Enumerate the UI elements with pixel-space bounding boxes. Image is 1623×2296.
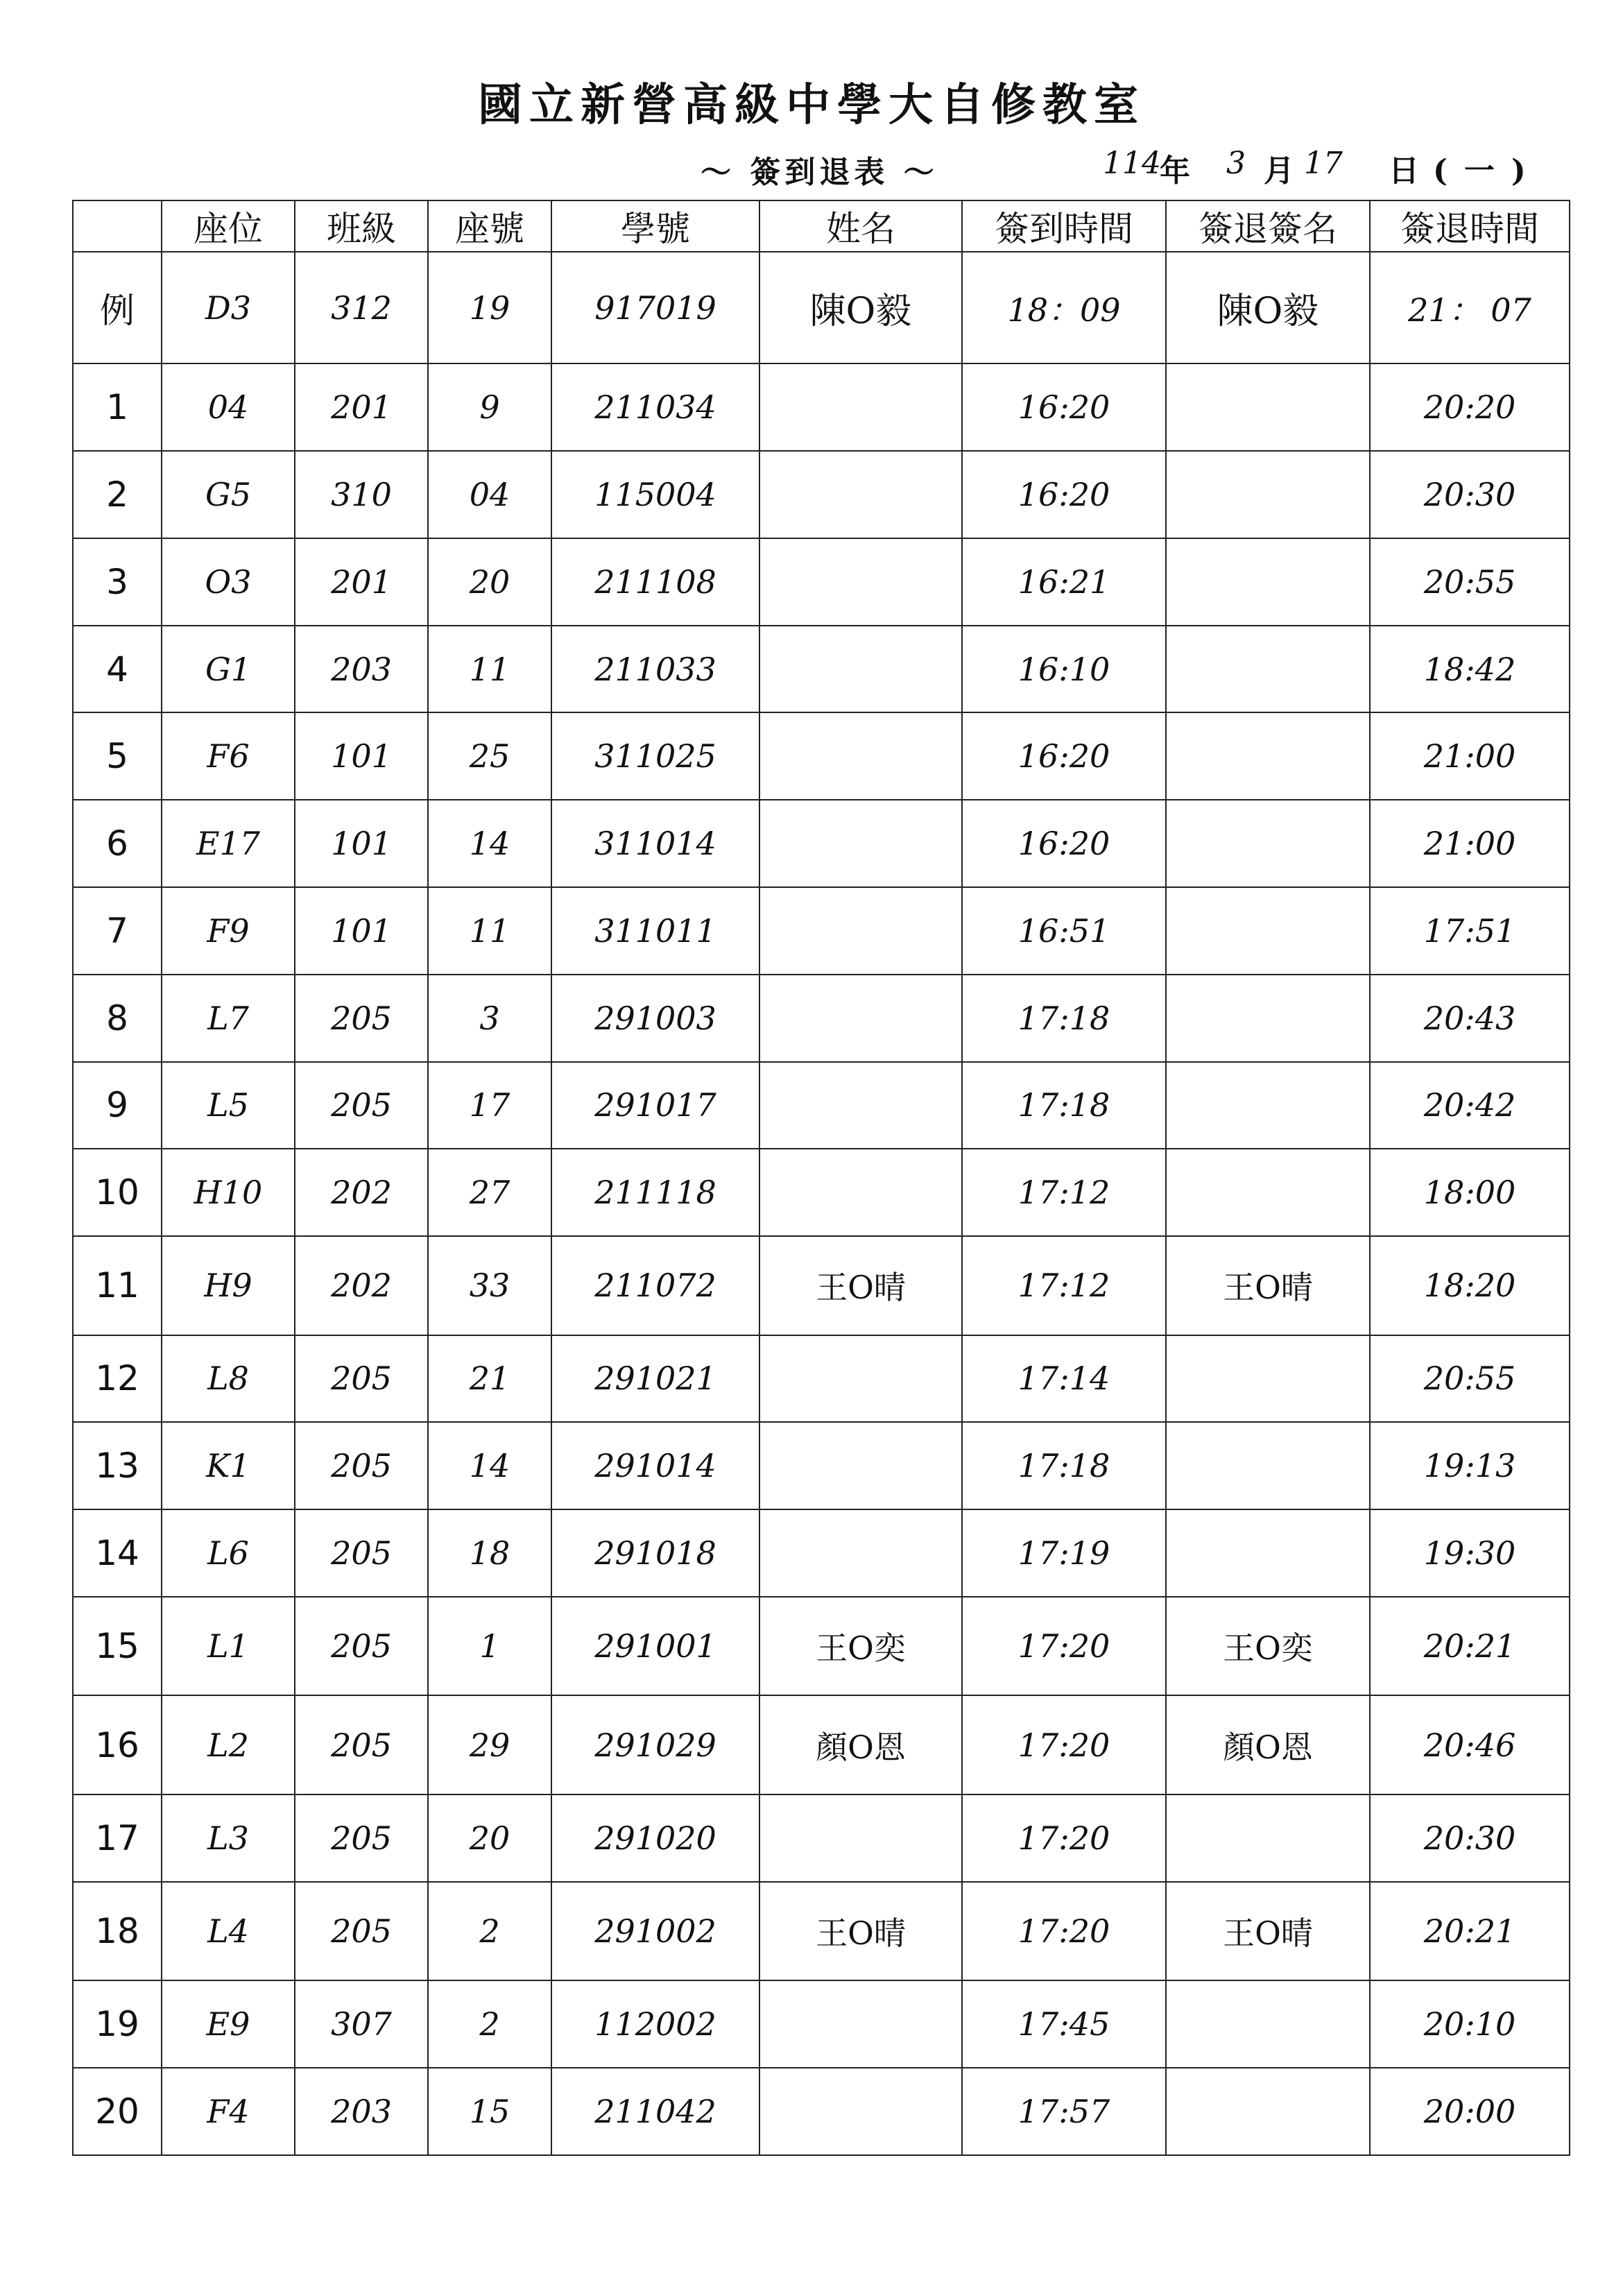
cell-class: 312 xyxy=(295,252,428,363)
cell-number: 29 xyxy=(428,1695,551,1794)
header-name: 姓名 xyxy=(759,200,962,252)
cell-seat: L8 xyxy=(162,1335,295,1423)
cell-seat: F9 xyxy=(162,887,295,975)
cell-checkout-signature xyxy=(1166,1335,1370,1423)
header-class: 班級 xyxy=(295,200,428,252)
row-index: 8 xyxy=(73,975,162,1062)
row-index: 例 xyxy=(73,252,162,363)
cell-student-id: 291018 xyxy=(551,1509,759,1597)
cell-checkin-time: 18：09 xyxy=(962,252,1166,363)
cell-class: 201 xyxy=(295,363,428,451)
cell-class: 310 xyxy=(295,451,428,538)
cell-checkin-time: 16:51 xyxy=(962,887,1166,975)
cell-class: 101 xyxy=(295,712,428,800)
row-index: 9 xyxy=(73,1062,162,1149)
cell-checkin-time: 16:20 xyxy=(962,451,1166,538)
cell-number: 2 xyxy=(428,1882,551,1981)
cell-student-id: 211033 xyxy=(551,626,759,713)
table-row xyxy=(73,1062,1570,1149)
table-row xyxy=(73,626,1570,713)
cell-checkin-time: 17:14 xyxy=(962,1335,1166,1423)
cell-checkin-time: 17:18 xyxy=(962,1062,1166,1149)
cell-student-id: 311014 xyxy=(551,800,759,887)
cell-checkout-signature xyxy=(1166,887,1370,975)
cell-seat: H10 xyxy=(162,1149,295,1236)
cell-seat: L1 xyxy=(162,1597,295,1696)
cell-name xyxy=(759,538,962,626)
cell-checkout-time: 20:42 xyxy=(1370,1062,1570,1149)
cell-number: 17 xyxy=(428,1062,551,1149)
cell-checkout-signature xyxy=(1166,1509,1370,1597)
cell-checkout-signature xyxy=(1166,975,1370,1062)
cell-checkout-signature xyxy=(1166,712,1370,800)
header-number: 座號 xyxy=(428,200,551,252)
cell-checkin-time: 17:20 xyxy=(962,1794,1166,1882)
cell-checkout-signature: 王O晴 xyxy=(1166,1882,1370,1981)
cell-number: 11 xyxy=(428,887,551,975)
cell-checkin-time: 17:19 xyxy=(962,1509,1166,1597)
cell-seat: K1 xyxy=(162,1422,295,1509)
cell-checkout-time: 20:00 xyxy=(1370,2068,1570,2155)
date-month-label: 月 xyxy=(1264,153,1294,189)
table-row xyxy=(73,1794,1570,1882)
cell-class: 205 xyxy=(295,1509,428,1597)
cell-name xyxy=(759,626,962,713)
table-row xyxy=(73,1597,1570,1696)
table-row xyxy=(73,1335,1570,1423)
date-day-label: 日 xyxy=(1389,153,1419,189)
signin-table xyxy=(72,200,1570,2156)
header-checkin-time: 簽到時間 xyxy=(962,200,1166,252)
cell-student-id: 211072 xyxy=(551,1236,759,1335)
table-row xyxy=(73,538,1570,626)
cell-checkout-signature: 王O晴 xyxy=(1166,1236,1370,1335)
cell-number: 11 xyxy=(428,626,551,713)
cell-student-id: 291029 xyxy=(551,1695,759,1794)
cell-checkout-time: 20:20 xyxy=(1370,363,1570,451)
date-day: 17 xyxy=(1304,146,1343,181)
cell-class: 203 xyxy=(295,2068,428,2155)
row-index: 4 xyxy=(73,626,162,713)
cell-student-id: 115004 xyxy=(551,451,759,538)
cell-student-id: 311025 xyxy=(551,712,759,800)
form-subtitle: ～ 簽到退表 ～ xyxy=(701,155,938,190)
row-index: 14 xyxy=(73,1509,162,1597)
cell-name xyxy=(759,1980,962,2068)
cell-checkin-time: 17:18 xyxy=(962,1422,1166,1509)
cell-checkout-time: 20:43 xyxy=(1370,975,1570,1062)
cell-name xyxy=(759,1149,962,1236)
cell-name xyxy=(759,1509,962,1597)
cell-seat: 04 xyxy=(162,363,295,451)
cell-checkout-time: 19:30 xyxy=(1370,1509,1570,1597)
cell-checkout-signature xyxy=(1166,1422,1370,1509)
cell-checkin-time: 16:20 xyxy=(962,800,1166,887)
cell-number: 1 xyxy=(428,1597,551,1696)
row-index: 1 xyxy=(73,363,162,451)
cell-checkout-time: 17:51 xyxy=(1370,887,1570,975)
row-index: 3 xyxy=(73,538,162,626)
cell-number: 19 xyxy=(428,252,551,363)
cell-checkin-time: 16:21 xyxy=(962,538,1166,626)
header-blank xyxy=(73,200,162,252)
table-header-row xyxy=(73,200,1570,252)
cell-checkout-time: 20:10 xyxy=(1370,1980,1570,2068)
cell-seat: G1 xyxy=(162,626,295,713)
cell-class: 101 xyxy=(295,800,428,887)
cell-class: 205 xyxy=(295,1597,428,1696)
cell-student-id: 211108 xyxy=(551,538,759,626)
cell-checkout-time: 21:00 xyxy=(1370,712,1570,800)
cell-checkout-signature xyxy=(1166,1149,1370,1236)
cell-checkin-time: 17:45 xyxy=(962,1980,1166,2068)
cell-class: 202 xyxy=(295,1149,428,1236)
cell-checkout-time: 19:13 xyxy=(1370,1422,1570,1509)
row-index: 13 xyxy=(73,1422,162,1509)
table-row xyxy=(73,451,1570,538)
cell-number: 25 xyxy=(428,712,551,800)
row-index: 17 xyxy=(73,1794,162,1882)
cell-class: 205 xyxy=(295,1062,428,1149)
cell-number: 20 xyxy=(428,538,551,626)
cell-class: 203 xyxy=(295,626,428,713)
cell-checkout-time: 20:21 xyxy=(1370,1597,1570,1696)
cell-checkout-signature: 陳O毅 xyxy=(1166,252,1370,363)
cell-student-id: 211042 xyxy=(551,2068,759,2155)
cell-student-id: 291021 xyxy=(551,1335,759,1423)
cell-seat: L4 xyxy=(162,1882,295,1981)
cell-checkout-signature xyxy=(1166,800,1370,887)
form-title: 國立新營高級中學大自修教室 xyxy=(478,79,1145,131)
cell-name xyxy=(759,800,962,887)
cell-student-id: 291014 xyxy=(551,1422,759,1509)
cell-seat: L6 xyxy=(162,1509,295,1597)
cell-student-id: 311011 xyxy=(551,887,759,975)
table-row xyxy=(73,887,1570,975)
cell-seat: D3 xyxy=(162,252,295,363)
cell-name: 王O晴 xyxy=(759,1236,962,1335)
cell-seat: F6 xyxy=(162,712,295,800)
cell-number: 3 xyxy=(428,975,551,1062)
cell-checkout-signature xyxy=(1166,626,1370,713)
row-index: 18 xyxy=(73,1882,162,1981)
table-row xyxy=(73,1509,1570,1597)
row-index: 19 xyxy=(73,1980,162,2068)
cell-checkout-signature xyxy=(1166,1794,1370,1882)
cell-checkin-time: 17:20 xyxy=(962,1882,1166,1981)
row-index: 10 xyxy=(73,1149,162,1236)
header-checkout-time: 簽退時間 xyxy=(1370,200,1570,252)
cell-checkout-time: 21:00 xyxy=(1370,800,1570,887)
table-row xyxy=(73,1695,1570,1794)
cell-class: 202 xyxy=(295,1236,428,1335)
cell-checkout-time: 20:46 xyxy=(1370,1695,1570,1794)
cell-checkin-time: 17:57 xyxy=(962,2068,1166,2155)
row-index: 6 xyxy=(73,800,162,887)
table-row xyxy=(73,975,1570,1062)
cell-name xyxy=(759,887,962,975)
cell-student-id: 917019 xyxy=(551,252,759,363)
example-row xyxy=(73,252,1570,363)
table-row xyxy=(73,800,1570,887)
cell-class: 205 xyxy=(295,1882,428,1981)
row-index: 16 xyxy=(73,1695,162,1794)
row-index: 5 xyxy=(73,712,162,800)
cell-number: 14 xyxy=(428,800,551,887)
cell-checkout-time: 18:20 xyxy=(1370,1236,1570,1335)
cell-name: 王O晴 xyxy=(759,1882,962,1981)
cell-name xyxy=(759,1422,962,1509)
cell-checkin-time: 17:20 xyxy=(962,1597,1166,1696)
table-row xyxy=(73,712,1570,800)
cell-seat: L7 xyxy=(162,975,295,1062)
cell-class: 201 xyxy=(295,538,428,626)
cell-seat: L5 xyxy=(162,1062,295,1149)
cell-class: 101 xyxy=(295,887,428,975)
cell-checkout-signature xyxy=(1166,451,1370,538)
cell-checkout-signature xyxy=(1166,1062,1370,1149)
cell-checkin-time: 16:20 xyxy=(962,712,1166,800)
cell-seat: G5 xyxy=(162,451,295,538)
cell-name xyxy=(759,451,962,538)
cell-checkout-time: 20:21 xyxy=(1370,1882,1570,1981)
cell-number: 27 xyxy=(428,1149,551,1236)
table-row xyxy=(73,363,1570,451)
row-index: 2 xyxy=(73,451,162,538)
cell-number: 18 xyxy=(428,1509,551,1597)
row-index: 7 xyxy=(73,887,162,975)
date-month: 3 xyxy=(1226,146,1246,181)
cell-seat: L3 xyxy=(162,1794,295,1882)
table-row xyxy=(73,2068,1570,2155)
cell-seat: E9 xyxy=(162,1980,295,2068)
cell-checkin-time: 17:18 xyxy=(962,975,1166,1062)
cell-number: 33 xyxy=(428,1236,551,1335)
cell-student-id: 291020 xyxy=(551,1794,759,1882)
cell-checkout-signature xyxy=(1166,363,1370,451)
cell-seat: O3 xyxy=(162,538,295,626)
cell-student-id: 211118 xyxy=(551,1149,759,1236)
cell-name: 王O奕 xyxy=(759,1597,962,1696)
cell-checkin-time: 16:20 xyxy=(962,363,1166,451)
cell-checkout-time: 18:42 xyxy=(1370,626,1570,713)
cell-student-id: 291017 xyxy=(551,1062,759,1149)
cell-seat: L2 xyxy=(162,1695,295,1794)
cell-name xyxy=(759,1335,962,1423)
date-year-label: 年 xyxy=(1160,153,1190,189)
cell-name xyxy=(759,1062,962,1149)
cell-seat: E17 xyxy=(162,800,295,887)
cell-checkin-time: 17:12 xyxy=(962,1149,1166,1236)
cell-class: 205 xyxy=(295,1695,428,1794)
row-index: 20 xyxy=(73,2068,162,2155)
cell-student-id: 211034 xyxy=(551,363,759,451)
cell-checkout-time: 20:30 xyxy=(1370,451,1570,538)
cell-student-id: 291002 xyxy=(551,1882,759,1981)
cell-student-id: 291001 xyxy=(551,1597,759,1696)
header-student-id: 學號 xyxy=(551,200,759,252)
cell-number: 14 xyxy=(428,1422,551,1509)
cell-name xyxy=(759,1794,962,1882)
cell-class: 205 xyxy=(295,1422,428,1509)
cell-checkout-signature xyxy=(1166,2068,1370,2155)
date-weekday: (一) xyxy=(1433,153,1543,189)
cell-checkout-time: 18:00 xyxy=(1370,1149,1570,1236)
cell-checkin-time: 16:10 xyxy=(962,626,1166,713)
cell-checkin-time: 17:20 xyxy=(962,1695,1166,1794)
table-row xyxy=(73,1149,1570,1236)
cell-student-id: 291003 xyxy=(551,975,759,1062)
cell-student-id: 112002 xyxy=(551,1980,759,2068)
row-index: 15 xyxy=(73,1597,162,1696)
row-index: 11 xyxy=(73,1236,162,1335)
cell-name xyxy=(759,712,962,800)
cell-name xyxy=(759,975,962,1062)
cell-seat: H9 xyxy=(162,1236,295,1335)
cell-checkout-time: 20:55 xyxy=(1370,538,1570,626)
table-row xyxy=(73,1422,1570,1509)
row-index: 12 xyxy=(73,1335,162,1423)
cell-number: 2 xyxy=(428,1980,551,2068)
cell-class: 205 xyxy=(295,975,428,1062)
cell-seat: F4 xyxy=(162,2068,295,2155)
cell-checkout-signature xyxy=(1166,538,1370,626)
cell-name: 陳O毅 xyxy=(759,252,962,363)
table-row xyxy=(73,1882,1570,1981)
cell-class: 205 xyxy=(295,1335,428,1423)
cell-number: 04 xyxy=(428,451,551,538)
cell-checkout-time: 20:30 xyxy=(1370,1794,1570,1882)
cell-name: 顏O恩 xyxy=(759,1695,962,1794)
date-year: 114 xyxy=(1103,146,1161,181)
cell-name xyxy=(759,2068,962,2155)
cell-number: 15 xyxy=(428,2068,551,2155)
cell-name xyxy=(759,363,962,451)
cell-checkout-time: 20:55 xyxy=(1370,1335,1570,1423)
table-row xyxy=(73,1980,1570,2068)
cell-checkin-time: 17:12 xyxy=(962,1236,1166,1335)
cell-checkout-signature: 王O奕 xyxy=(1166,1597,1370,1696)
cell-checkout-signature xyxy=(1166,1980,1370,2068)
cell-class: 307 xyxy=(295,1980,428,2068)
header-seat: 座位 xyxy=(162,200,295,252)
header-checkout-signature: 簽退簽名 xyxy=(1166,200,1370,252)
cell-number: 21 xyxy=(428,1335,551,1423)
cell-number: 9 xyxy=(428,363,551,451)
cell-checkout-signature: 顏O恩 xyxy=(1166,1695,1370,1794)
cell-checkout-time: 21： 07 xyxy=(1370,252,1570,363)
cell-number: 20 xyxy=(428,1794,551,1882)
table-row xyxy=(73,1236,1570,1335)
cell-class: 205 xyxy=(295,1794,428,1882)
